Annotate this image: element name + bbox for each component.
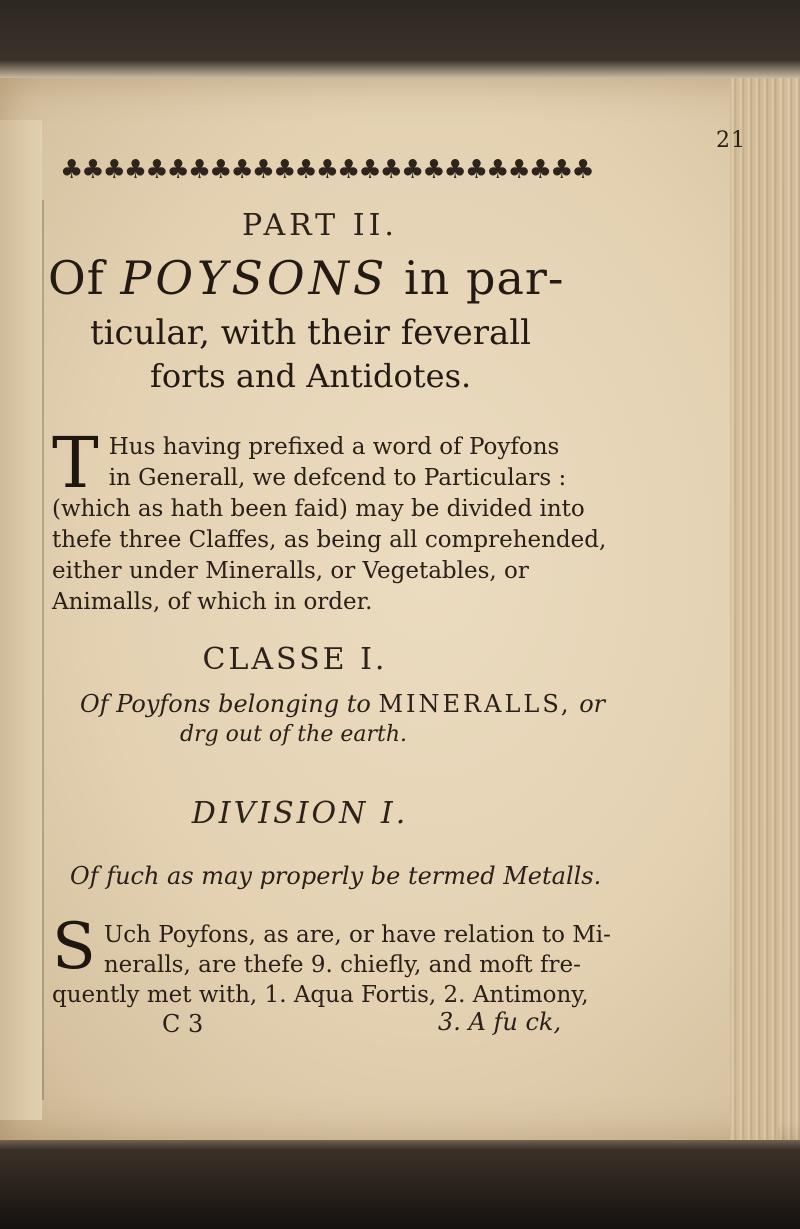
intro-dropcap: T [52, 422, 99, 504]
intro-line: Hus having prefixed a word of Poyfons [108, 434, 560, 460]
body-line: Uch Poyfons, as are, or have relation to Mi- [103, 922, 611, 948]
page-number: 21 [716, 128, 746, 153]
ornament-band: ♣♣♣♣♣♣♣♣♣♣♣♣♣♣♣♣♣♣♣♣♣♣♣♣♣ [60, 155, 593, 185]
classe-subheading [80, 690, 680, 718]
classe-sub-prefix: Of Poyfons belonging to [80, 690, 371, 718]
classe-sub-caps: MINERALLS, [378, 690, 572, 718]
body-line: quently met with, 1. Aqua Fortis, 2. Antimony, [52, 982, 589, 1008]
intro-line: Animalls, of which in order. [52, 589, 373, 615]
intro-line: (which as hath been faid) may be divided into [52, 496, 585, 522]
title-suffix: in par- [404, 251, 565, 305]
page-edge-stack [730, 78, 800, 1140]
title-line-2: ticular, with their feverall [90, 313, 532, 353]
intro-line: either under Mineralls, or Vegetables, or [52, 558, 529, 584]
division-subheading: Of fuch as may properly be termed Metalls. [70, 862, 602, 890]
catchword: 3. A fu ck, [438, 1008, 562, 1036]
division-heading: DIVISION I. [191, 796, 409, 831]
title-prefix: Of [48, 251, 105, 305]
title-emphasis: POYSONS [120, 251, 389, 305]
title-line-1 [48, 250, 668, 306]
classe-heading: CLASSE I. [202, 642, 388, 677]
title-line-3: forts and Antidotes. [150, 357, 472, 395]
part-heading: PART II. [242, 208, 398, 243]
classe-subheading-line-2: drg out of the earth. [180, 722, 407, 747]
body-dropcap: S [52, 910, 96, 984]
signature-mark: C 3 [162, 1010, 204, 1038]
body-line: neralls, are thefe 9. chiefly, and moft fre- [103, 952, 581, 978]
intro-line: thefe three Claffes, as being all comprehended, [52, 527, 607, 553]
facing-page-bleed [0, 120, 42, 1120]
intro-line: in Generall, we defcend to Particulars : [108, 465, 567, 491]
body-paragraph [52, 910, 652, 1010]
classe-sub-suffix: or [579, 690, 606, 718]
intro-paragraph [52, 422, 612, 618]
